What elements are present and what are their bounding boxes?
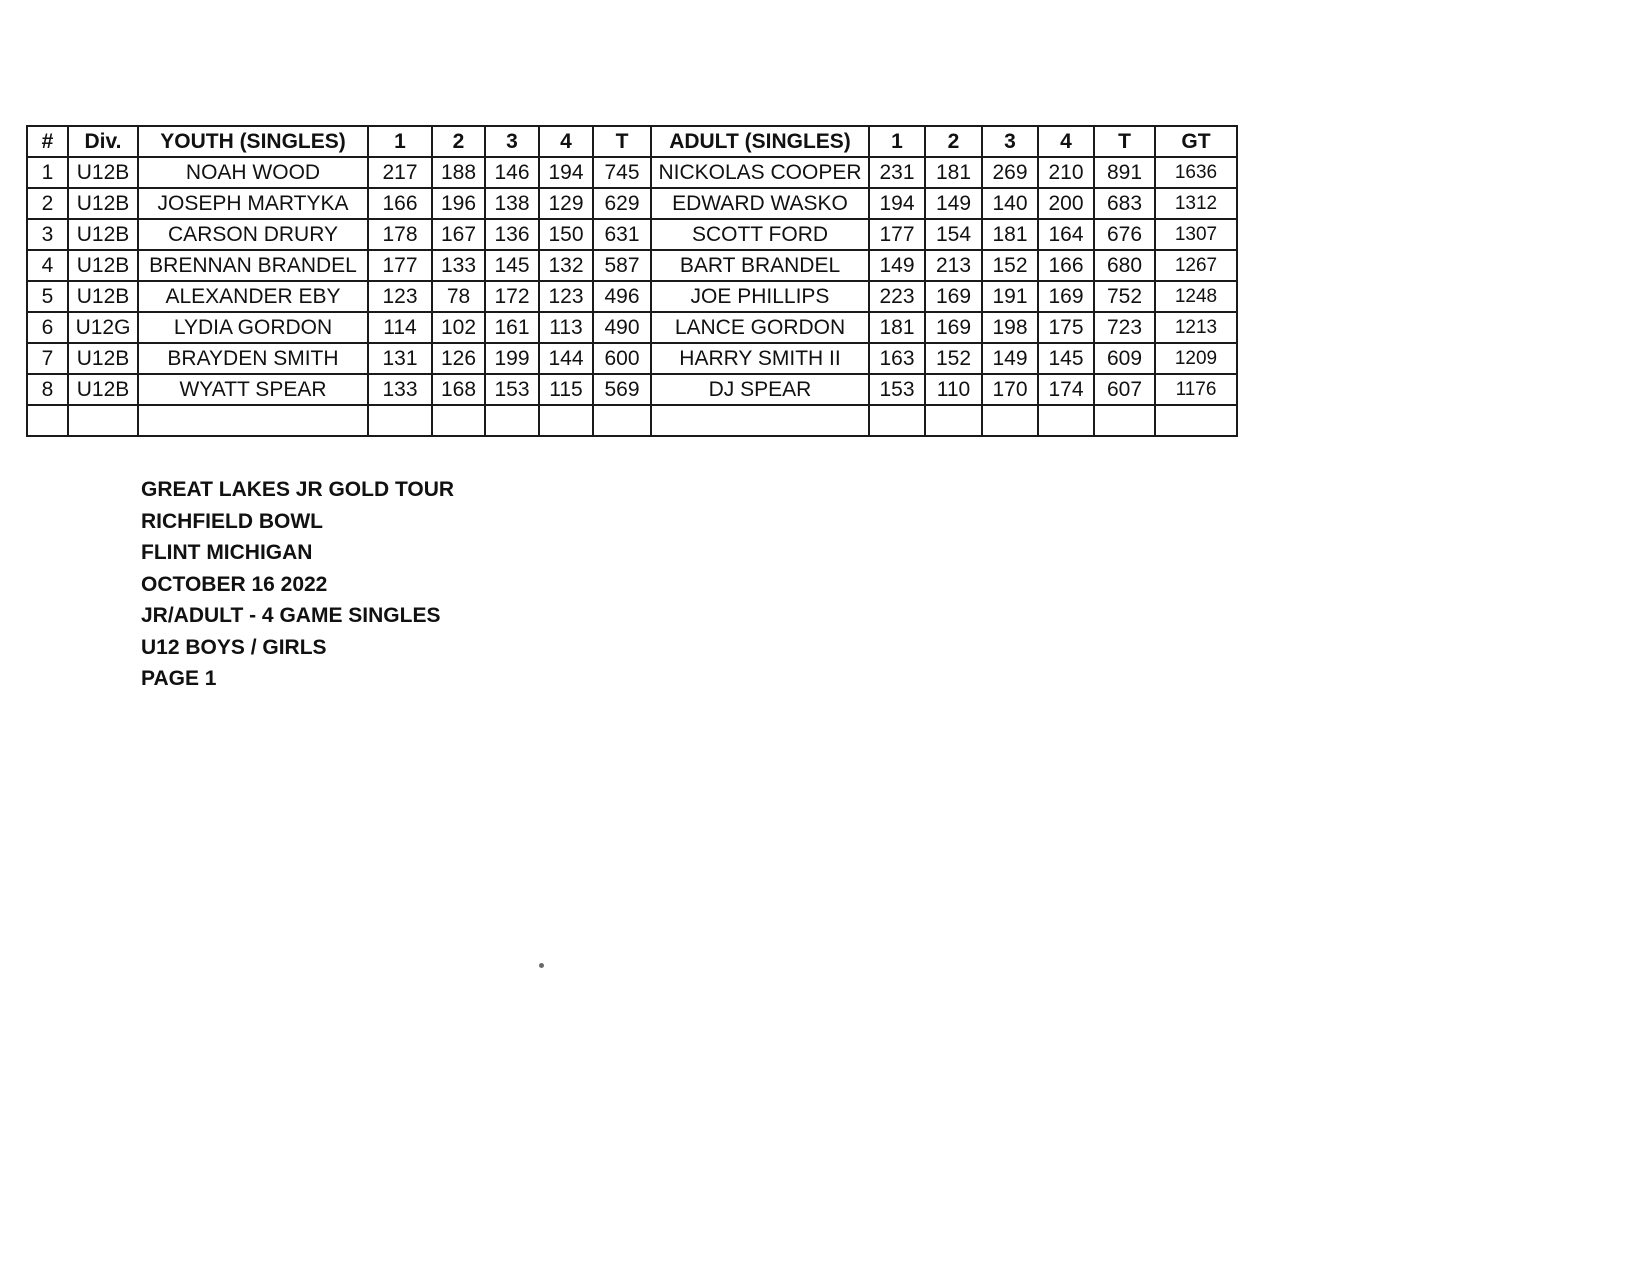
table-row <box>27 157 1237 188</box>
table-cell: LANCE GORDON <box>651 312 869 343</box>
results-table <box>26 125 1238 437</box>
table-cell: 891 <box>1094 157 1155 188</box>
table-cell: 181 <box>925 157 982 188</box>
table-cell: 745 <box>593 157 651 188</box>
table-cell: NICKOLAS COOPER <box>651 157 869 188</box>
table-cell: 166 <box>1038 250 1094 281</box>
table-cell: 169 <box>1038 281 1094 312</box>
table-cell: 1 <box>27 157 68 188</box>
table-cell: NOAH WOOD <box>138 157 368 188</box>
table-cell: 752 <box>1094 281 1155 312</box>
table-cell: BRENNAN BRANDEL <box>138 250 368 281</box>
table-cell: 150 <box>539 219 593 250</box>
table-cell: 191 <box>982 281 1038 312</box>
table-cell: 199 <box>485 343 539 374</box>
table-row <box>27 188 1237 219</box>
empty-cell <box>138 405 368 436</box>
table-cell: 129 <box>539 188 593 219</box>
table-cell: 181 <box>982 219 1038 250</box>
table-cell: 166 <box>368 188 432 219</box>
blank-row <box>27 405 1237 436</box>
column-header: ADULT (SINGLES) <box>651 126 869 157</box>
table-cell: 144 <box>539 343 593 374</box>
table-cell: U12B <box>68 343 138 374</box>
empty-cell <box>925 405 982 436</box>
table-cell: 172 <box>485 281 539 312</box>
table-cell: U12B <box>68 219 138 250</box>
empty-cell <box>368 405 432 436</box>
table-cell: U12B <box>68 281 138 312</box>
empty-cell <box>982 405 1038 436</box>
table-cell: 177 <box>368 250 432 281</box>
table-cell: 110 <box>925 374 982 405</box>
table-cell: 8 <box>27 374 68 405</box>
table-cell: 1176 <box>1155 374 1237 405</box>
empty-cell <box>1094 405 1155 436</box>
table-body <box>27 157 1237 436</box>
table-cell: JOE PHILLIPS <box>651 281 869 312</box>
table-cell: 1312 <box>1155 188 1237 219</box>
table-cell: 1636 <box>1155 157 1237 188</box>
table-cell: 1267 <box>1155 250 1237 281</box>
table-cell: 174 <box>1038 374 1094 405</box>
table-cell: 136 <box>485 219 539 250</box>
table-cell: 164 <box>1038 219 1094 250</box>
table-cell: 133 <box>432 250 485 281</box>
table-cell: 145 <box>1038 343 1094 374</box>
empty-cell <box>485 405 539 436</box>
table-row <box>27 250 1237 281</box>
info-line: OCTOBER 16 2022 <box>141 572 328 596</box>
table-row <box>27 312 1237 343</box>
column-header: T <box>1094 126 1155 157</box>
table-cell: 1307 <box>1155 219 1237 250</box>
table-cell: 161 <box>485 312 539 343</box>
empty-cell <box>539 405 593 436</box>
column-header: 1 <box>869 126 925 157</box>
column-header: GT <box>1155 126 1237 157</box>
table-cell: 5 <box>27 281 68 312</box>
table-cell: SCOTT FORD <box>651 219 869 250</box>
table-cell: 153 <box>485 374 539 405</box>
column-header: 2 <box>925 126 982 157</box>
table-cell: DJ SPEAR <box>651 374 869 405</box>
table-cell: 194 <box>539 157 593 188</box>
column-header: 3 <box>485 126 539 157</box>
empty-cell <box>1155 405 1237 436</box>
table-cell: 629 <box>593 188 651 219</box>
table-cell: U12B <box>68 374 138 405</box>
table-cell: 683 <box>1094 188 1155 219</box>
table-cell: 1248 <box>1155 281 1237 312</box>
table-row <box>27 343 1237 374</box>
column-header: 4 <box>539 126 593 157</box>
table-cell: 153 <box>869 374 925 405</box>
table-cell: 600 <box>593 343 651 374</box>
header-row <box>27 126 1237 157</box>
table-cell: 167 <box>432 219 485 250</box>
table-cell: 177 <box>869 219 925 250</box>
empty-cell <box>651 405 869 436</box>
table-cell: 196 <box>432 188 485 219</box>
table-cell: JOSEPH MARTYKA <box>138 188 368 219</box>
info-line: RICHFIELD BOWL <box>141 509 323 533</box>
table-cell: 181 <box>869 312 925 343</box>
table-cell: HARRY SMITH II <box>651 343 869 374</box>
scan-speck <box>539 963 544 968</box>
event-info <box>141 474 454 695</box>
table-cell: 198 <box>982 312 1038 343</box>
table-cell: 723 <box>1094 312 1155 343</box>
table-cell: U12B <box>68 188 138 219</box>
empty-cell <box>869 405 925 436</box>
empty-cell <box>68 405 138 436</box>
empty-cell <box>432 405 485 436</box>
table-cell: 680 <box>1094 250 1155 281</box>
table-cell: 609 <box>1094 343 1155 374</box>
column-header: # <box>27 126 68 157</box>
table-cell: 114 <box>368 312 432 343</box>
column-header: T <box>593 126 651 157</box>
table-cell: U12B <box>68 157 138 188</box>
table-cell: 170 <box>982 374 1038 405</box>
info-line: JR/ADULT - 4 GAME SINGLES <box>141 604 441 627</box>
table-row <box>27 219 1237 250</box>
table-cell: 115 <box>539 374 593 405</box>
table-cell: 133 <box>368 374 432 405</box>
info-line: GREAT LAKES JR GOLD TOUR <box>141 478 455 501</box>
empty-cell <box>593 405 651 436</box>
table-cell: 607 <box>1094 374 1155 405</box>
table-cell: WYATT SPEAR <box>138 374 368 405</box>
info-line: FLINT MICHIGAN <box>141 541 313 564</box>
table-cell: 168 <box>432 374 485 405</box>
empty-cell <box>1038 405 1094 436</box>
table-cell: 3 <box>27 219 68 250</box>
table-cell: 140 <box>982 188 1038 219</box>
table-row <box>27 374 1237 405</box>
empty-cell <box>27 405 68 436</box>
table-cell: 269 <box>982 157 1038 188</box>
table-cell: 2 <box>27 188 68 219</box>
table-cell: 149 <box>982 343 1038 374</box>
table-cell: 631 <box>593 219 651 250</box>
table-cell: 145 <box>485 250 539 281</box>
table-cell: 154 <box>925 219 982 250</box>
table-cell: 569 <box>593 374 651 405</box>
table-cell: 152 <box>925 343 982 374</box>
table-cell: 490 <box>593 312 651 343</box>
table-cell: 123 <box>368 281 432 312</box>
column-header: 4 <box>1038 126 1094 157</box>
column-header: Div. <box>68 126 138 157</box>
table-cell: 102 <box>432 312 485 343</box>
table-cell: 1213 <box>1155 312 1237 343</box>
column-header: YOUTH (SINGLES) <box>138 126 368 157</box>
table-cell: 138 <box>485 188 539 219</box>
table-cell: 113 <box>539 312 593 343</box>
table-row <box>27 281 1237 312</box>
table-cell: 163 <box>869 343 925 374</box>
table-cell: 213 <box>925 250 982 281</box>
table-cell: U12B <box>68 250 138 281</box>
table-cell: 132 <box>539 250 593 281</box>
table-cell: EDWARD WASKO <box>651 188 869 219</box>
table-cell: 217 <box>368 157 432 188</box>
table-cell: 152 <box>982 250 1038 281</box>
table-cell: 4 <box>27 250 68 281</box>
table-cell: 587 <box>593 250 651 281</box>
table-cell: 149 <box>925 188 982 219</box>
table-header <box>27 126 1237 157</box>
table-cell: 676 <box>1094 219 1155 250</box>
table-cell: 223 <box>869 281 925 312</box>
table-cell: 210 <box>1038 157 1094 188</box>
info-line: PAGE 1 <box>141 667 217 690</box>
table-cell: 126 <box>432 343 485 374</box>
table-cell: ALEXANDER EBY <box>138 281 368 312</box>
table-cell: 194 <box>869 188 925 219</box>
table-cell: 188 <box>432 157 485 188</box>
column-header: 3 <box>982 126 1038 157</box>
table-cell: 78 <box>432 281 485 312</box>
table-cell: 1209 <box>1155 343 1237 374</box>
table-cell: 7 <box>27 343 68 374</box>
table-cell: LYDIA GORDON <box>138 312 368 343</box>
table-cell: 496 <box>593 281 651 312</box>
info-line: U12 BOYS / GIRLS <box>141 635 327 659</box>
table-cell: 123 <box>539 281 593 312</box>
table-cell: 175 <box>1038 312 1094 343</box>
column-header: 1 <box>368 126 432 157</box>
table-cell: BART BRANDEL <box>651 250 869 281</box>
table-cell: 200 <box>1038 188 1094 219</box>
table-cell: 6 <box>27 312 68 343</box>
table-cell: 146 <box>485 157 539 188</box>
table-cell: 178 <box>368 219 432 250</box>
table-cell: CARSON DRURY <box>138 219 368 250</box>
table-cell: BRAYDEN SMITH <box>138 343 368 374</box>
table-cell: 231 <box>869 157 925 188</box>
table-cell: U12G <box>68 312 138 343</box>
table-cell: 131 <box>368 343 432 374</box>
table-cell: 149 <box>869 250 925 281</box>
column-header: 2 <box>432 126 485 157</box>
table-cell: 169 <box>925 312 982 343</box>
table-cell: 169 <box>925 281 982 312</box>
